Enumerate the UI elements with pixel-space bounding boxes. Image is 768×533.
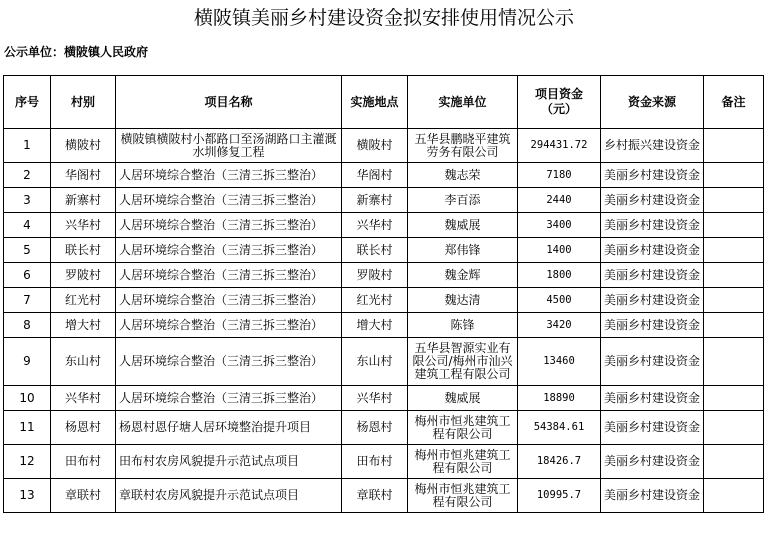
table-row bbox=[4, 479, 764, 513]
location-cell: 罗陂村 bbox=[342, 263, 408, 288]
contractor-cell: 五华县智源实业有限公司/梅州市汕兴建筑工程有限公司 bbox=[408, 338, 518, 386]
row-index: 2 bbox=[4, 163, 51, 188]
header-contractor: 实施单位 bbox=[408, 76, 518, 129]
contractor-cell: 陈锋 bbox=[408, 313, 518, 338]
remarks-cell bbox=[704, 188, 764, 213]
amount-cell: 10995.7 bbox=[518, 479, 601, 513]
village-cell: 新寨村 bbox=[51, 188, 116, 213]
location-cell: 东山村 bbox=[342, 338, 408, 386]
amount-cell: 1800 bbox=[518, 263, 601, 288]
row-index: 9 bbox=[4, 338, 51, 386]
project-name-cell: 横陂镇横陂村小都路口至汤湖路口主灌溉水圳修复工程 bbox=[116, 129, 342, 163]
amount-cell: 2440 bbox=[518, 188, 601, 213]
table-row bbox=[4, 238, 764, 263]
remarks-cell bbox=[704, 238, 764, 263]
village-cell: 田布村 bbox=[51, 445, 116, 479]
table-row bbox=[4, 263, 764, 288]
remarks-cell bbox=[704, 445, 764, 479]
village-cell: 兴华村 bbox=[51, 386, 116, 411]
fund-source-cell: 美丽乡村建设资金 bbox=[601, 263, 704, 288]
row-index: 7 bbox=[4, 288, 51, 313]
table-row bbox=[4, 288, 764, 313]
location-cell: 章联村 bbox=[342, 479, 408, 513]
row-index: 3 bbox=[4, 188, 51, 213]
header-index: 序号 bbox=[4, 76, 51, 129]
contractor-cell: 李百添 bbox=[408, 188, 518, 213]
table-row bbox=[4, 386, 764, 411]
table-row bbox=[4, 129, 764, 163]
header-fund-source: 资金来源 bbox=[601, 76, 704, 129]
header-location: 实施地点 bbox=[342, 76, 408, 129]
row-index: 12 bbox=[4, 445, 51, 479]
project-name-cell: 人居环境综合整治（三清三拆三整治） bbox=[116, 163, 342, 188]
header-village: 村别 bbox=[51, 76, 116, 129]
village-cell: 章联村 bbox=[51, 479, 116, 513]
contractor-cell: 魏威展 bbox=[408, 386, 518, 411]
project-name-cell: 杨恩村恩仔塘人居环境整治提升项目 bbox=[116, 411, 342, 445]
project-name-cell: 人居环境综合整治（三清三拆三整治） bbox=[116, 288, 342, 313]
fund-source-cell: 美丽乡村建设资金 bbox=[601, 479, 704, 513]
village-cell: 红光村 bbox=[51, 288, 116, 313]
project-name-cell: 田布村农房风貌提升示范试点项目 bbox=[116, 445, 342, 479]
table-row bbox=[4, 445, 764, 479]
remarks-cell bbox=[704, 338, 764, 386]
project-name-cell: 人居环境综合整治（三清三拆三整治） bbox=[116, 338, 342, 386]
village-cell: 联长村 bbox=[51, 238, 116, 263]
publisher-line: 公示单位：横陂镇人民政府 bbox=[4, 45, 149, 59]
row-index: 13 bbox=[4, 479, 51, 513]
location-cell: 兴华村 bbox=[342, 386, 408, 411]
header-remarks: 备注 bbox=[704, 76, 764, 129]
location-cell: 田布村 bbox=[342, 445, 408, 479]
remarks-cell bbox=[704, 163, 764, 188]
contractor-cell: 梅州市恒兆建筑工程有限公司 bbox=[408, 445, 518, 479]
village-cell: 罗陂村 bbox=[51, 263, 116, 288]
amount-cell: 1400 bbox=[518, 238, 601, 263]
table-row bbox=[4, 188, 764, 213]
fund-source-cell: 美丽乡村建设资金 bbox=[601, 386, 704, 411]
fund-source-cell: 乡村振兴建设资金 bbox=[601, 129, 704, 163]
funding-table bbox=[3, 75, 764, 513]
table-row bbox=[4, 163, 764, 188]
location-cell: 横陂村 bbox=[342, 129, 408, 163]
row-index: 4 bbox=[4, 213, 51, 238]
contractor-cell: 梅州市恒兆建筑工程有限公司 bbox=[408, 479, 518, 513]
header-project-name: 项目名称 bbox=[116, 76, 342, 129]
amount-cell: 18426.7 bbox=[518, 445, 601, 479]
remarks-cell bbox=[704, 313, 764, 338]
location-cell: 新寨村 bbox=[342, 188, 408, 213]
fund-source-cell: 美丽乡村建设资金 bbox=[601, 338, 704, 386]
header-amount: 项目资金（元） bbox=[518, 76, 601, 129]
page-title: 横陂镇美丽乡村建设资金拟安排使用情况公示 bbox=[193, 7, 574, 29]
village-cell: 兴华村 bbox=[51, 213, 116, 238]
table-row bbox=[4, 213, 764, 238]
project-name-cell: 人居环境综合整治（三清三拆三整治） bbox=[116, 238, 342, 263]
amount-cell: 4500 bbox=[518, 288, 601, 313]
location-cell: 联长村 bbox=[342, 238, 408, 263]
contractor-cell: 魏金辉 bbox=[408, 263, 518, 288]
fund-source-cell: 美丽乡村建设资金 bbox=[601, 288, 704, 313]
project-name-cell: 人居环境综合整治（三清三拆三整治） bbox=[116, 188, 342, 213]
contractor-cell: 梅州市恒兆建筑工程有限公司 bbox=[408, 411, 518, 445]
amount-cell: 294431.72 bbox=[518, 129, 601, 163]
remarks-cell bbox=[704, 386, 764, 411]
location-cell: 增大村 bbox=[342, 313, 408, 338]
amount-cell: 7180 bbox=[518, 163, 601, 188]
remarks-cell bbox=[704, 479, 764, 513]
project-name-cell: 人居环境综合整治（三清三拆三整治） bbox=[116, 313, 342, 338]
row-index: 1 bbox=[4, 129, 51, 163]
contractor-cell: 魏威展 bbox=[408, 213, 518, 238]
fund-source-cell: 美丽乡村建设资金 bbox=[601, 411, 704, 445]
village-cell: 东山村 bbox=[51, 338, 116, 386]
contractor-cell: 五华县鹏晓平建筑劳务有限公司 bbox=[408, 129, 518, 163]
location-cell: 红光村 bbox=[342, 288, 408, 313]
table-row bbox=[4, 338, 764, 386]
contractor-cell: 魏志荣 bbox=[408, 163, 518, 188]
table-header-row bbox=[4, 76, 764, 129]
fund-source-cell: 美丽乡村建设资金 bbox=[601, 445, 704, 479]
table-row bbox=[4, 411, 764, 445]
fund-source-cell: 美丽乡村建设资金 bbox=[601, 163, 704, 188]
table-row bbox=[4, 313, 764, 338]
project-name-cell: 章联村农房风貌提升示范试点项目 bbox=[116, 479, 342, 513]
row-index: 11 bbox=[4, 411, 51, 445]
location-cell: 兴华村 bbox=[342, 213, 408, 238]
village-cell: 华阁村 bbox=[51, 163, 116, 188]
amount-cell: 18890 bbox=[518, 386, 601, 411]
amount-cell: 54384.61 bbox=[518, 411, 601, 445]
row-index: 6 bbox=[4, 263, 51, 288]
project-name-cell: 人居环境综合整治（三清三拆三整治） bbox=[116, 213, 342, 238]
village-cell: 杨恩村 bbox=[51, 411, 116, 445]
remarks-cell bbox=[704, 129, 764, 163]
row-index: 8 bbox=[4, 313, 51, 338]
fund-source-cell: 美丽乡村建设资金 bbox=[601, 313, 704, 338]
contractor-cell: 魏达清 bbox=[408, 288, 518, 313]
village-cell: 横陂村 bbox=[51, 129, 116, 163]
remarks-cell bbox=[704, 411, 764, 445]
amount-cell: 13460 bbox=[518, 338, 601, 386]
amount-cell: 3420 bbox=[518, 313, 601, 338]
amount-cell: 3400 bbox=[518, 213, 601, 238]
location-cell: 杨恩村 bbox=[342, 411, 408, 445]
row-index: 5 bbox=[4, 238, 51, 263]
contractor-cell: 郑伟锋 bbox=[408, 238, 518, 263]
village-cell: 增大村 bbox=[51, 313, 116, 338]
location-cell: 华阁村 bbox=[342, 163, 408, 188]
row-index: 10 bbox=[4, 386, 51, 411]
fund-source-cell: 美丽乡村建设资金 bbox=[601, 213, 704, 238]
remarks-cell bbox=[704, 288, 764, 313]
project-name-cell: 人居环境综合整治（三清三拆三整治） bbox=[116, 263, 342, 288]
fund-source-cell: 美丽乡村建设资金 bbox=[601, 188, 704, 213]
remarks-cell bbox=[704, 213, 764, 238]
remarks-cell bbox=[704, 263, 764, 288]
fund-source-cell: 美丽乡村建设资金 bbox=[601, 238, 704, 263]
project-name-cell: 人居环境综合整治（三清三拆三整治） bbox=[116, 386, 342, 411]
